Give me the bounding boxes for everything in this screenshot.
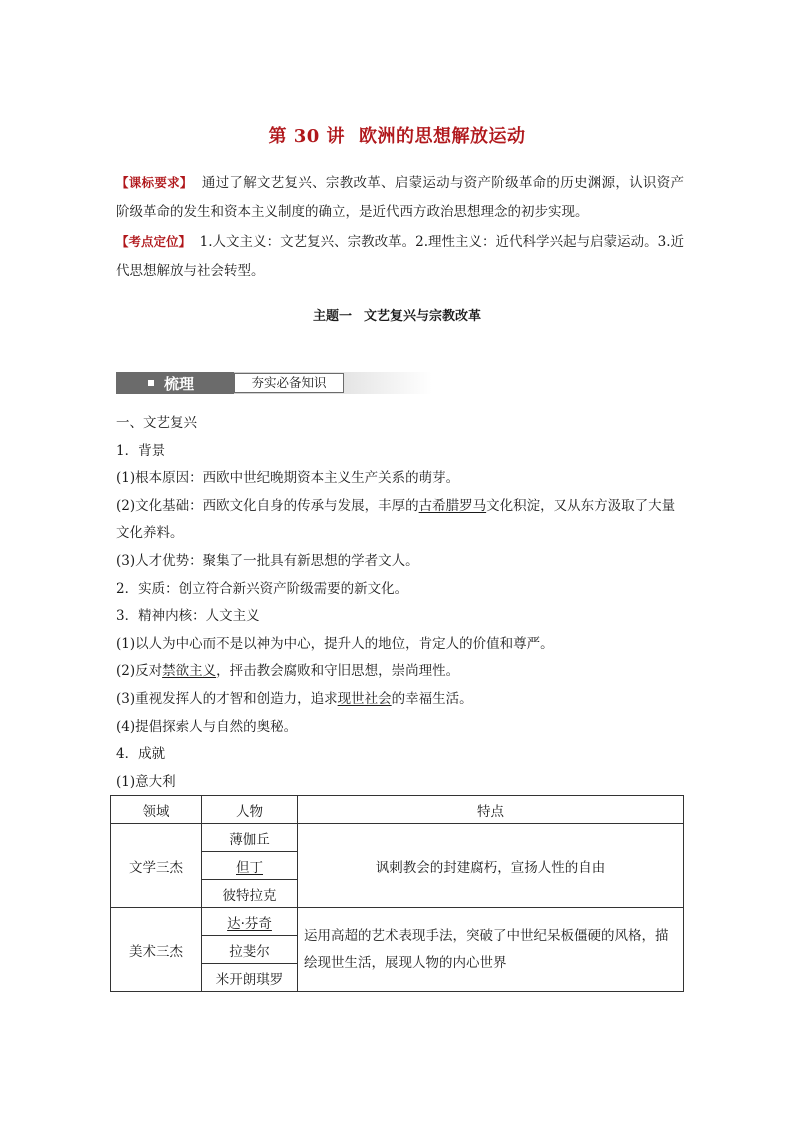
text-fragment: (2)反对 [116,663,163,680]
feature-cell: 运用高超的艺术表现手法，突破了中世纪呆板僵硬的风格，描绘现世生活，展现人物的内心世界 [298,908,684,992]
content-body [116,410,684,796]
spirit-item-3 [116,686,684,714]
theme-name: 主题一 [312,309,352,324]
background-item-1: (1)根本原因：西欧中世纪晚期资本主义生产关系的萌芽。 [116,470,460,487]
section-banner [116,372,432,394]
underlined-term: 达·芬奇 [227,915,272,932]
italy-heading: (1)意大利 [116,773,176,790]
focus-label: 【考点定位】 [116,234,192,249]
spirit-item-4: (4)提倡探索人与自然的奥秘。 [116,718,298,735]
section-heading: 一、文艺复兴 [116,415,197,431]
curriculum-requirement [116,168,684,227]
essence-line: 2．实质：创立符合新兴资产阶级需要的新文化。 [116,580,409,597]
background-heading: 1．背景 [116,442,166,459]
field-cell: 文学三杰 [111,824,202,908]
table-header: 人物 [202,796,298,824]
background-item-2 [116,493,684,548]
requirement-text: 通过了解文艺复兴、宗教改革、启蒙运动与资产阶级革命的历史渊源，认识资产阶级革命的发生和资本主义制度的确立，是近代西方政治思想理念的初步实现。 [116,175,684,220]
spirit-item-2 [116,658,684,686]
banner-label: 梳理 [164,375,195,393]
theme-heading: 文艺复兴与宗教改革 [364,309,482,324]
underlined-term: 禁欲主义 [162,663,217,680]
page-title [0,122,794,148]
person-cell [202,908,298,936]
table-header-row [111,796,684,824]
feature-cell: 讽刺教会的封建腐朽，宣扬人性的自由 [298,824,684,908]
table-row [111,824,684,852]
person-cell: 米开朗琪罗 [202,964,298,992]
text-fragment: (2)文化基础：西欧文化自身的传承与发展，丰厚的 [116,497,419,514]
person-cell: 彼特拉克 [202,880,298,908]
requirement-label: 【课标要求】 [116,175,193,190]
lecture-topic: 欧洲的思想解放运动 [359,126,526,147]
banner-tag: 夯实必备知识 [234,373,344,393]
person-cell: 薄伽丘 [202,824,298,852]
text-fragment: 文化积淀，又从东方汲取了大量文化养料。 [116,497,676,542]
underlined-term: 现世社会 [337,690,392,707]
text-fragment: 的幸福生活。 [391,690,473,707]
square-bullet-icon [148,380,154,386]
requirements-block [116,168,684,286]
theme-title [0,305,794,324]
text-fragment: ，抨击教会腐败和守旧思想，崇尚理性。 [216,663,460,680]
underlined-term: 古希腊罗马 [418,497,487,514]
table-header: 特点 [298,796,684,824]
person-cell: 拉斐尔 [202,936,298,964]
spirit-item-1: (1)以人为中心而不是以神为中心，提升人的地位，肯定人的价值和尊严。 [116,635,554,652]
exam-focus [116,227,684,286]
table-header: 领域 [111,796,202,824]
text-fragment: (3)重视发挥人的才智和创造力，追求 [116,690,338,707]
lecture-number: 第 30 讲 [268,126,346,147]
table-row [111,908,684,936]
spirit-heading: 3．精神内核：人文主义 [116,608,260,625]
field-cell: 美术三杰 [111,908,202,992]
achievements-heading: 4．成就 [116,746,166,763]
person-cell [202,852,298,880]
background-item-3: (3)人才优势：聚集了一批具有新思想的学者文人。 [116,552,419,569]
achievements-table [110,795,684,992]
underlined-term: 但丁 [236,859,263,876]
focus-text: 1.人文主义：文艺复兴、宗教改革。2.理性主义：近代科学兴起与启蒙运动。3.近代思想解放与社会转型。 [116,234,684,279]
